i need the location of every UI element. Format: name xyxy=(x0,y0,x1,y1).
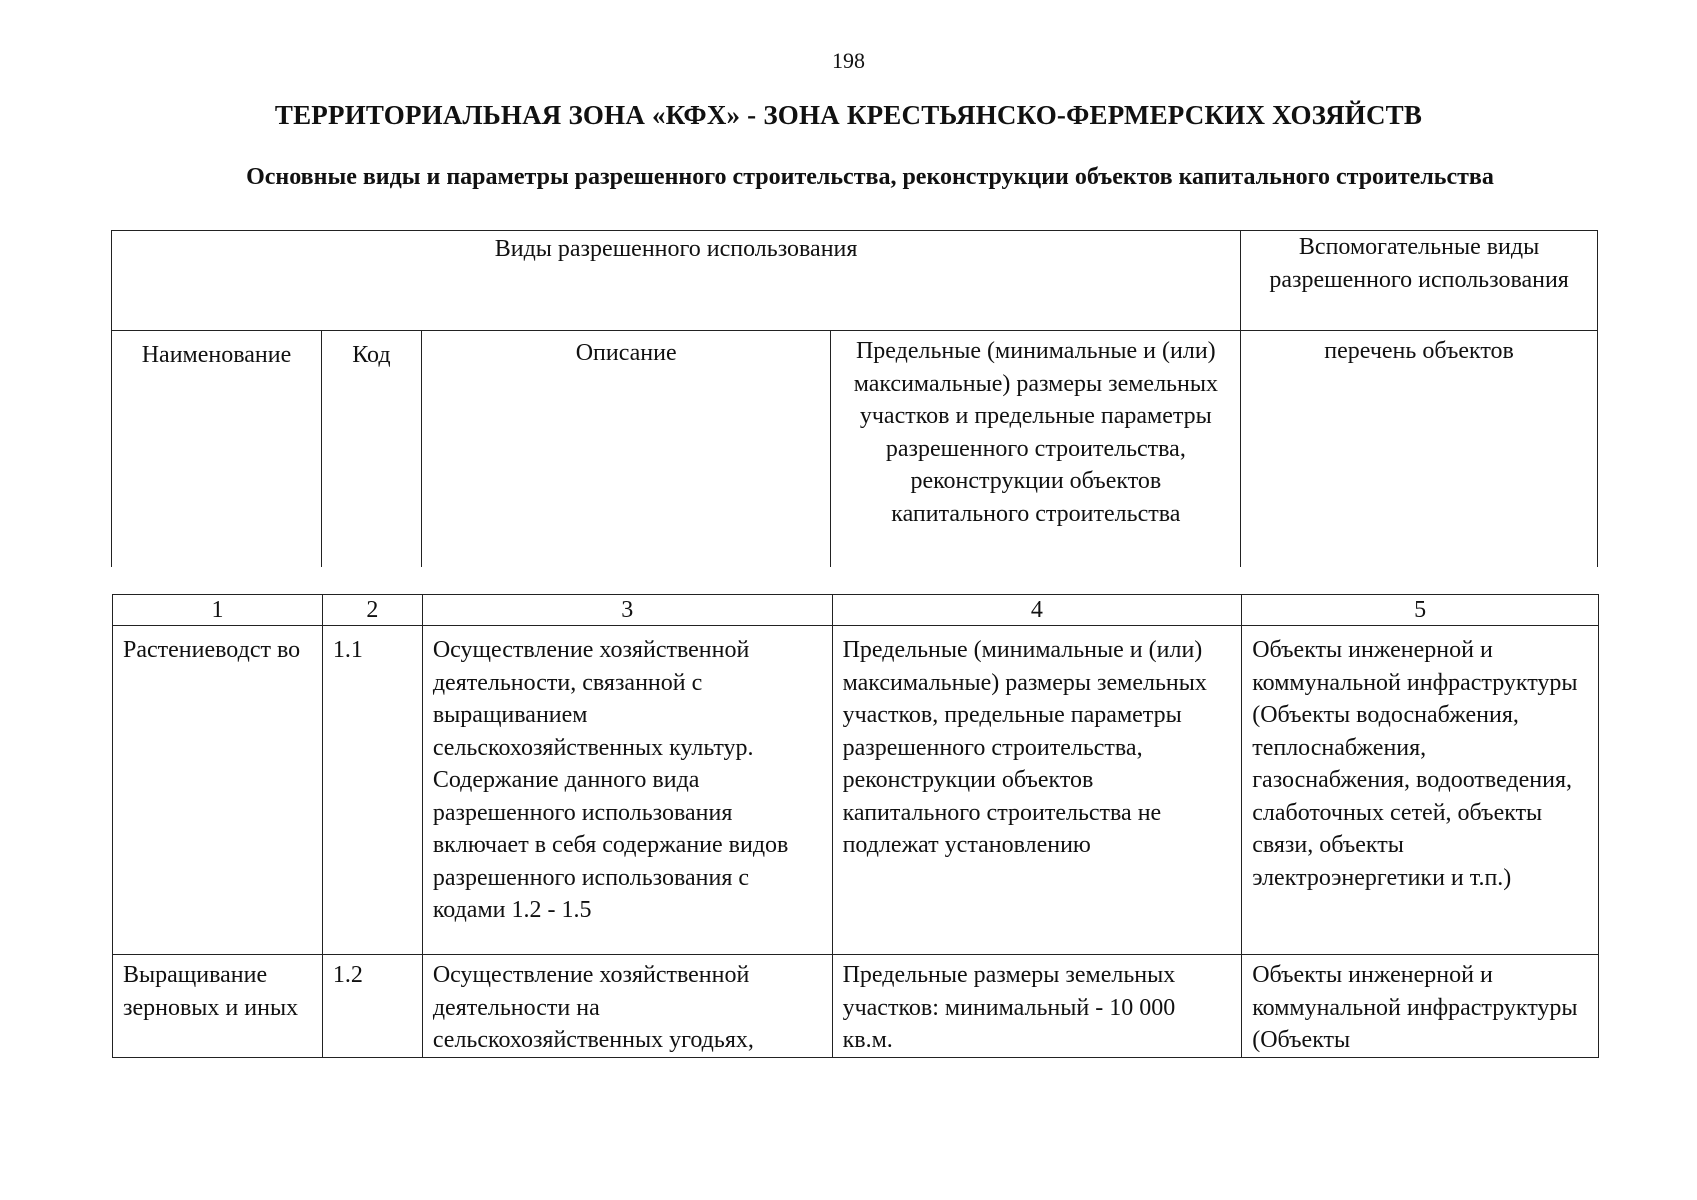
row-code: 1.2 xyxy=(322,955,422,1058)
header-columns-row xyxy=(112,331,1598,568)
column-number: 4 xyxy=(832,595,1242,626)
header-col-desc: Описание xyxy=(421,331,831,568)
row-description: Осуществление хозяйственной деятельности на сельскохозяйственных угодьях, xyxy=(422,955,832,1058)
column-number: 2 xyxy=(322,595,422,626)
column-number: 5 xyxy=(1242,595,1599,626)
header-table xyxy=(111,230,1598,567)
row-name: Выращивание зерновых и иных xyxy=(113,955,323,1058)
table-row xyxy=(113,955,1599,1058)
header-col-objects: перечень объектов xyxy=(1241,331,1598,568)
row-code: 1.1 xyxy=(322,626,422,955)
table-row xyxy=(113,626,1599,955)
row-limits: Предельные (минимальные и (или) максимальные) размеры земельных участков, предельные параметры разрешенного строительства, реконструкции объектов капитального строительства не подлежат установлению xyxy=(832,626,1242,955)
row-name: Растениеводст во xyxy=(113,626,323,955)
row-objects: Объекты инженерной и коммунальной инфраструктуры (Объекты водоснабжения, теплоснабжения, газоснабжения, водоотведения, слаботочных сетей, объекты связи, объекты электроэнергетики и т.п.) xyxy=(1242,626,1599,955)
row-description: Осуществление хозяйственной деятельности, связанной с выращиванием сельскохозяйственных культур. Содержание данного вида разрешенного использования включает в себя содержание видов разрешенного использования с кодами 1.2 - 1.5 xyxy=(422,626,832,955)
header-col-limits: Предельные (минимальные и (или) максимальные) размеры земельных участков и предельные параметры разрешенного строительства, реконструкции объектов капитального строительства xyxy=(831,331,1241,568)
zone-title: ТЕРРИТОРИАЛЬНАЯ ЗОНА «КФХ» - ЗОНА КРЕСТЬЯНСКО-ФЕРМЕРСКИХ ХОЗЯЙСТВ xyxy=(274,100,1423,130)
section-subtitle: Основные виды и параметры разрешенного строительства, реконструкции объектов капитального строительства xyxy=(246,164,1494,190)
header-group-main: Виды разрешенного использования xyxy=(112,231,1241,331)
row-objects: Объекты инженерной и коммунальной инфраструктуры (Объекты xyxy=(1242,955,1599,1058)
page-number: 198 xyxy=(832,48,865,73)
header-col-name: Наименование xyxy=(112,331,322,568)
header-col-code: Код xyxy=(321,331,421,568)
column-number-row xyxy=(113,595,1599,626)
header-group-row xyxy=(112,231,1598,331)
column-number: 3 xyxy=(422,595,832,626)
data-table xyxy=(112,594,1599,1058)
row-limits: Предельные размеры земельных участков: минимальный - 10 000 кв.м. xyxy=(832,955,1242,1058)
header-group-aux: Вспомогательные виды разрешенного использования xyxy=(1241,231,1598,331)
column-number: 1 xyxy=(113,595,323,626)
